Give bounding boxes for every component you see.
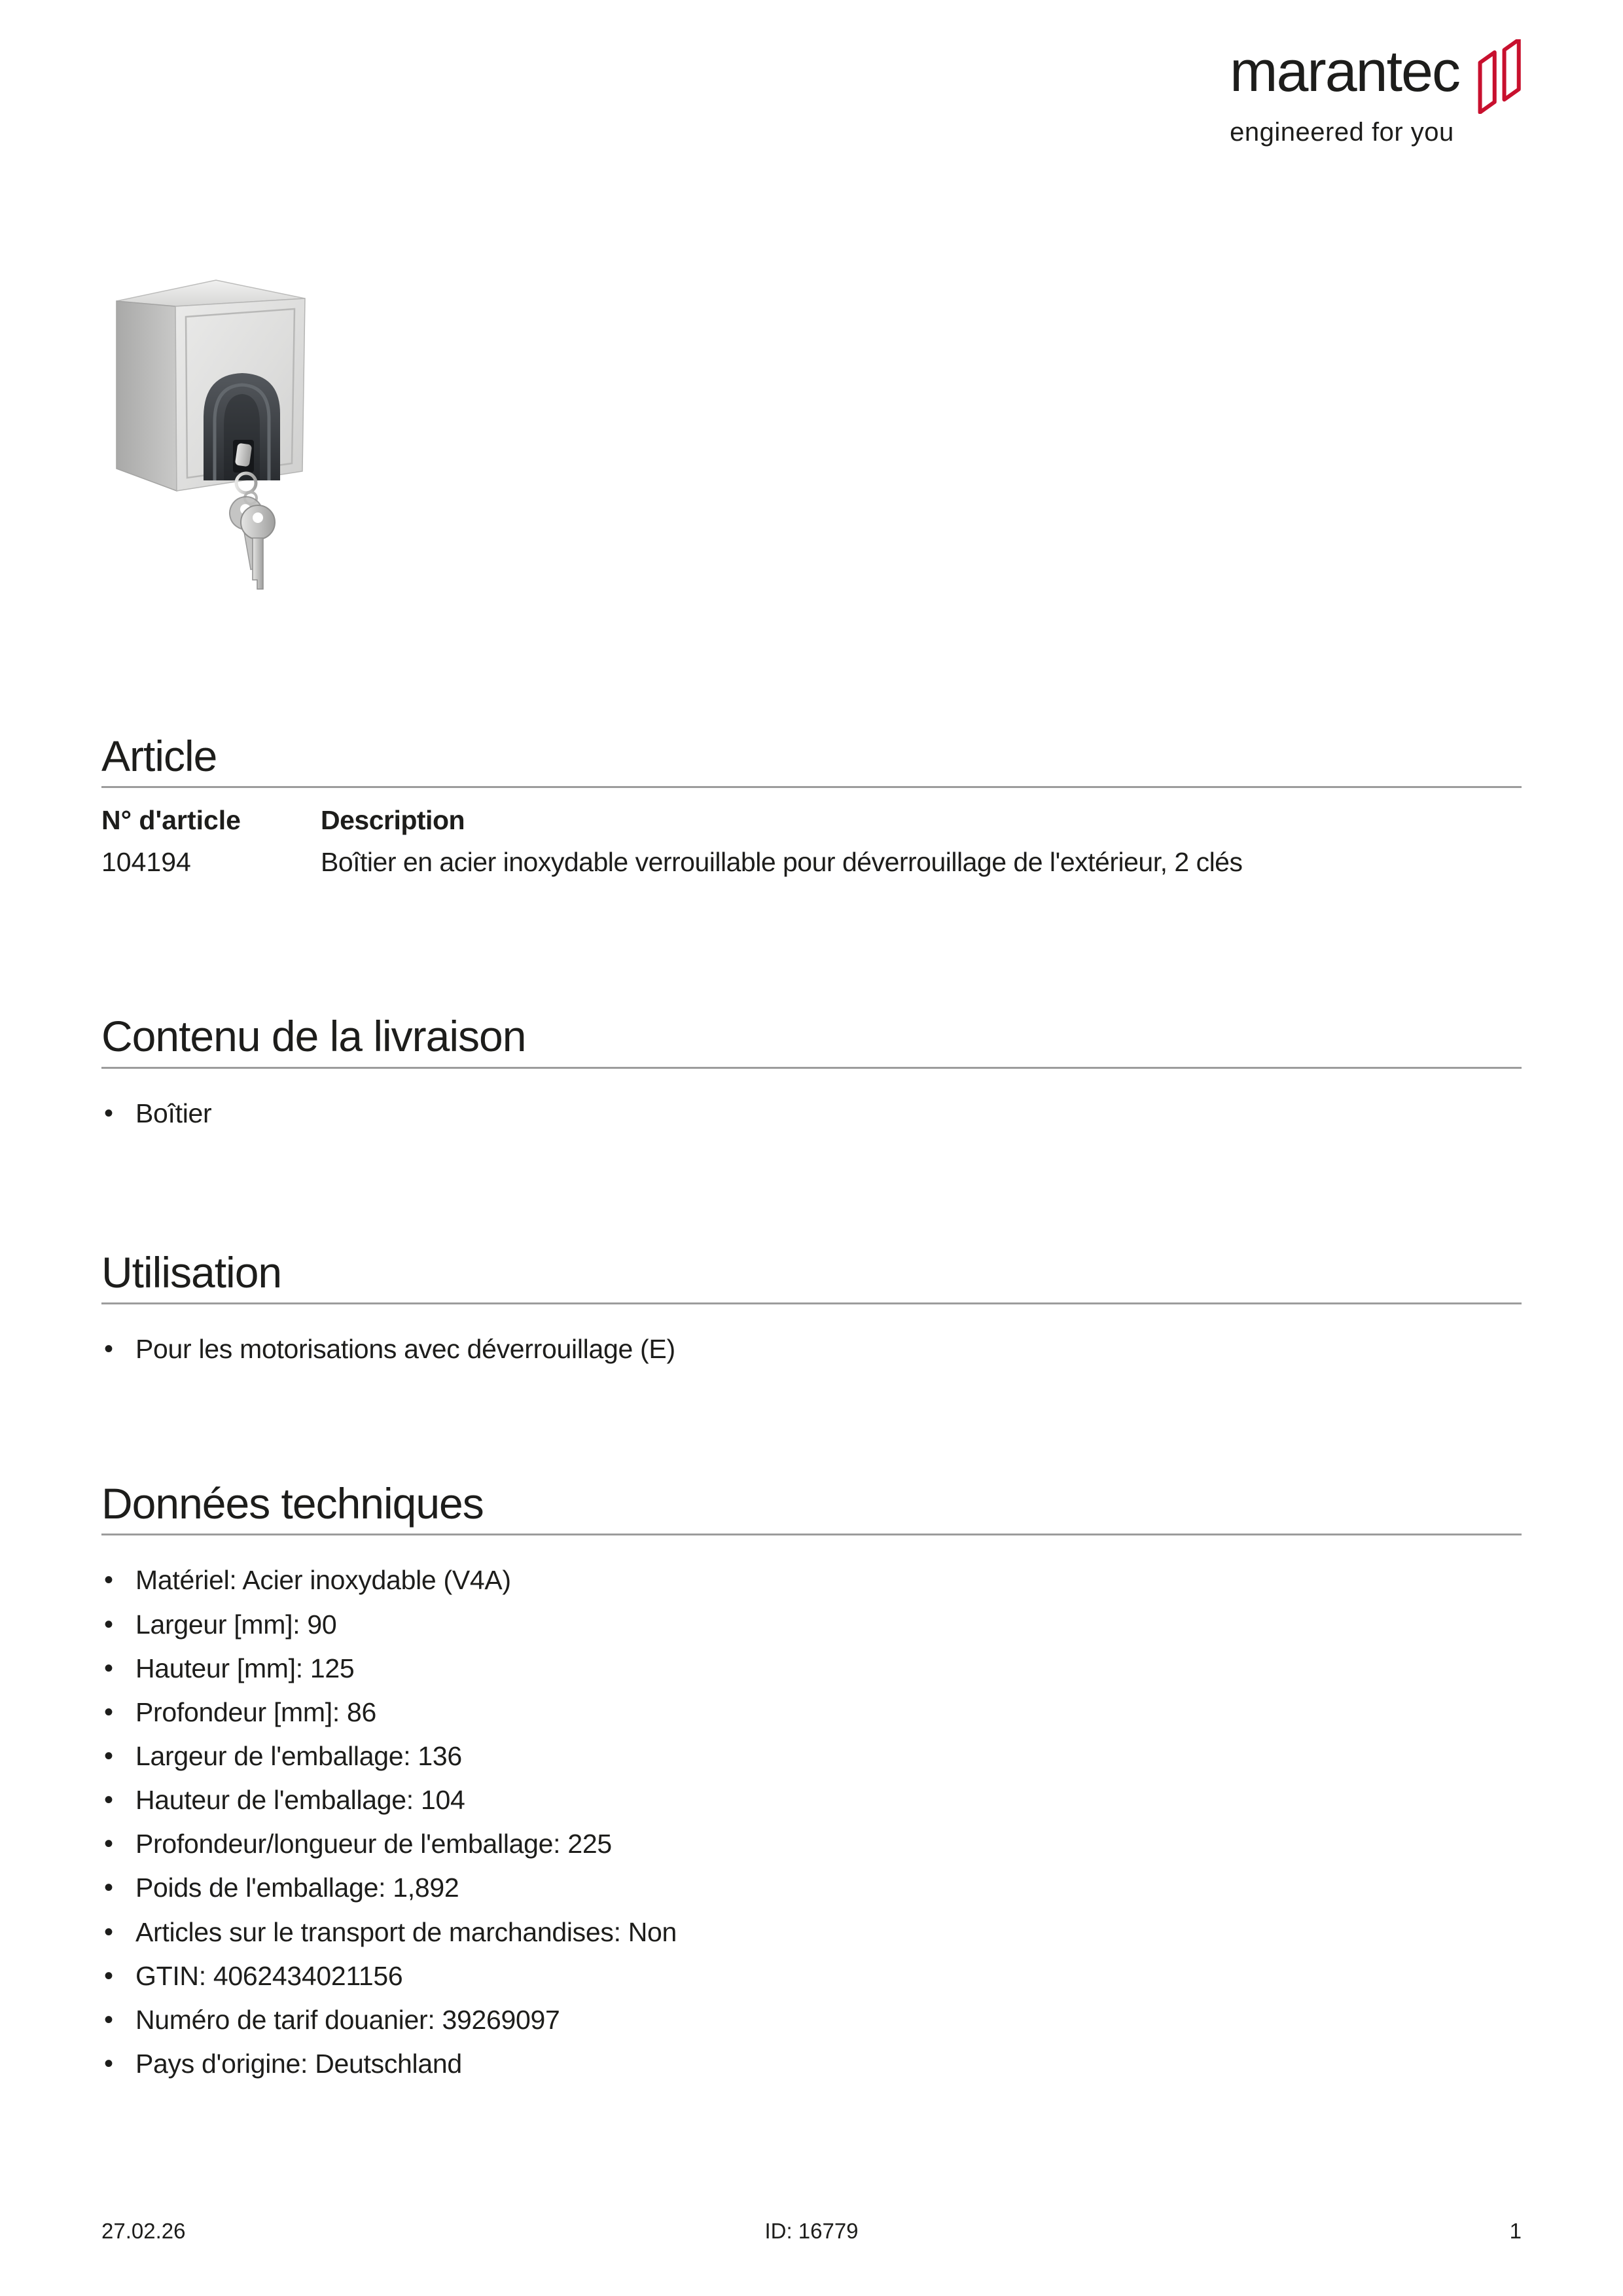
technical-item-height: • Hauteur [mm]: 125 (101, 1653, 1522, 1684)
technical-item-origin: • Pays d'origine: Deutschland (101, 2049, 1522, 2079)
article-description-header: Description (321, 805, 465, 836)
footer-page-number: 1 (1509, 2219, 1522, 2243)
technical-item-pack-width: • Largeur de l'emballage: 136 (101, 1741, 1522, 1772)
logo-wordmark: marantec (1230, 39, 1459, 103)
technical-item-material: • Matériel: Acier inoxydable (V4A) (101, 1565, 1522, 1596)
delivery-heading: Contenu de la livraison (101, 1012, 526, 1061)
keys (227, 473, 275, 589)
section-technical (101, 1480, 1522, 2079)
article-table-header-row (101, 804, 1522, 836)
door-leaf-left (1480, 52, 1495, 113)
article-table (101, 804, 1522, 878)
technical-item-dangerous-goods: • Articles sur le transport de marchandises: Non (101, 1917, 1522, 1948)
article-description: Boîtier en acier inoxydable verrouillable pour déverrouillage de l'extérieur, 2 clés (321, 847, 1243, 878)
section-usage (101, 1249, 1522, 1365)
page-footer (101, 2219, 1522, 2244)
technical-item-width: • Largeur [mm]: 90 (101, 1609, 1522, 1640)
article-number: 104194 (101, 847, 191, 878)
delivery-divider (101, 1067, 1522, 1069)
article-heading: Article (101, 732, 217, 780)
technical-list (101, 1565, 1522, 2079)
section-article (101, 733, 1522, 878)
delivery-item: • Boîtier (101, 1098, 1522, 1129)
technical-item-customs-number: • Numéro de tarif douanier: 39269097 (101, 2005, 1522, 2036)
steel-box-illustration (111, 275, 308, 596)
article-divider (101, 786, 1522, 788)
technical-item-pack-weight: • Poids de l'emballage: 1,892 (101, 1873, 1522, 1903)
content (101, 733, 1522, 2092)
marantec-logo (1230, 38, 1525, 147)
technical-divider (101, 1534, 1522, 1535)
delivery-list (101, 1098, 1522, 1129)
lock-cover-arch (204, 373, 280, 480)
marantec-door-icon (1476, 39, 1525, 114)
footer-document-id: ID: 16779 (764, 2219, 859, 2243)
usage-divider (101, 1302, 1522, 1304)
article-table-row (101, 846, 1522, 878)
technical-heading: Données techniques (101, 1479, 484, 1528)
technical-item-pack-height: • Hauteur de l'emballage: 104 (101, 1785, 1522, 1816)
section-delivery (101, 1013, 1522, 1128)
technical-item-depth: • Profondeur [mm]: 86 (101, 1697, 1522, 1728)
technical-item-pack-depth: • Profondeur/longueur de l'emballage: 225 (101, 1829, 1522, 1859)
usage-heading: Utilisation (101, 1247, 282, 1297)
product-photo (111, 275, 308, 596)
technical-item-gtin: • GTIN: 4062434021156 (101, 1961, 1522, 1992)
usage-list (101, 1334, 1522, 1365)
logo-tagline: engineered for you (1230, 118, 1454, 147)
article-number-header: N° d'article (101, 805, 241, 836)
logo-row (1230, 38, 1525, 114)
footer-date: 27.02.26 (101, 2219, 186, 2243)
door-leaf-right (1505, 40, 1519, 100)
usage-item: • Pour les motorisations avec déverrouillage (E) (101, 1334, 1522, 1365)
